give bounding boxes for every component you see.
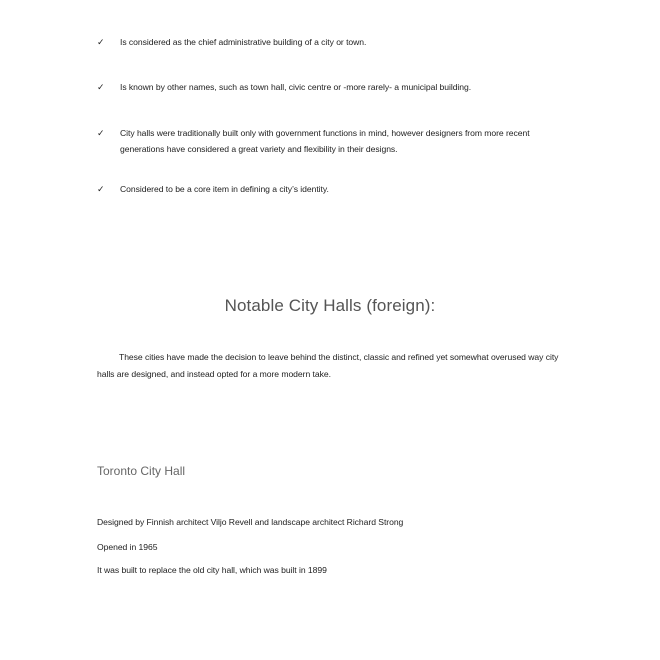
list-item [97, 79, 567, 95]
checkmark-icon: ✓ [97, 82, 105, 92]
section-heading: Notable City Halls (foreign): [224, 296, 436, 315]
list-item-text: Is known by other names, such as town hall, civic centre or -more rarely- a municipal building. [120, 82, 472, 92]
checkmark-icon: ✓ [97, 128, 105, 138]
intro-paragraph: These cities have made the decision to leave behind the distinct, classic and refined yet somewhat overused way city halls are designed, and instead opted for a more modern take. [97, 352, 559, 379]
entry-line-designed: Designed by Finnish architect Viljo Revell and landscape architect Richard Strong [97, 517, 404, 527]
list-item [97, 181, 567, 197]
list-item-text: City halls were traditionally built only with government functions in mind, however designers from more recent generations have considered a great variety and flexibility in their designs. [120, 128, 530, 154]
checkmark-icon: ✓ [97, 37, 105, 47]
list-item [97, 34, 567, 50]
checkmark-icon: ✓ [97, 184, 105, 194]
entry-line-replaced: It was built to replace the old city hall, which was built in 1899 [97, 565, 327, 575]
bullet-list [97, 34, 567, 226]
entry-line-opened: Opened in 1965 [97, 542, 158, 552]
entry-title: Toronto City Hall [97, 464, 186, 478]
list-item-text: Is considered as the chief administrative building of a city or town. [120, 37, 367, 47]
list-item [97, 125, 567, 157]
list-item-text: Considered to be a core item in defining a city’s identity. [120, 184, 329, 194]
